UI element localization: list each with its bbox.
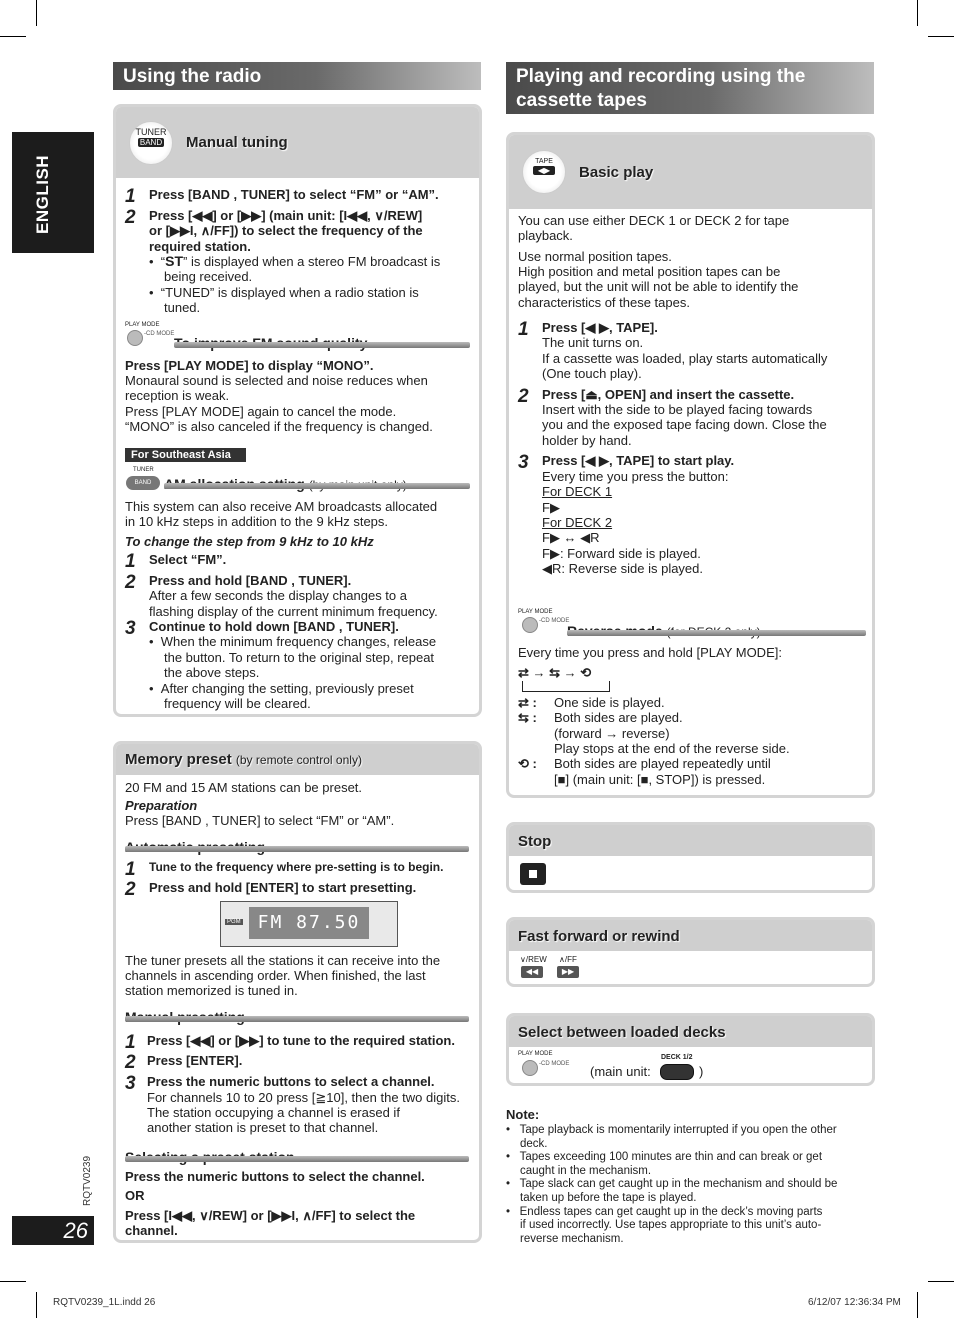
step-text: holder by hand. (542, 433, 632, 448)
step-number: 3 (125, 1073, 136, 1094)
box-header (509, 920, 872, 951)
basic-text: played, but the unit will not be able to identify the (518, 279, 799, 294)
bullet-text: the button. To return to the original step, repeat (164, 650, 435, 665)
crop-mark (36, 0, 37, 26)
step-text: Every time you press the button: (542, 469, 729, 484)
mode-text: One side is played. (554, 695, 665, 710)
language-tab (12, 132, 94, 253)
step-text: Press [◀ ▶, TAPE]. (542, 320, 658, 335)
display-panel (220, 901, 398, 947)
select-text: Press the numeric buttons to select the channel. (125, 1169, 425, 1184)
memory-preset-box (113, 741, 482, 1243)
manual-tuning-title: Manual tuning (186, 134, 288, 151)
ffrew-box (506, 917, 875, 987)
memory-text: The tuner presets all the stations it can receive into the (125, 953, 441, 968)
basic-play-box (506, 132, 875, 798)
deck2-value: F▶ ↔ ◀R (542, 530, 600, 545)
step-number: 1 (125, 551, 136, 572)
basic-text: characteristics of these tapes. (518, 295, 690, 310)
bullet-text: tuned. (164, 300, 201, 315)
bullet-text: frequency will be cleared. (164, 696, 311, 711)
language-label: ENGLISH (33, 154, 52, 234)
crop-mark (917, 1292, 918, 1318)
heading-line: Playing and recording using the (516, 66, 806, 87)
play-mode-icon (127, 330, 143, 346)
title-underline (164, 483, 470, 489)
step-text: The unit turns on. (542, 335, 644, 350)
fm-quality-text: reception is weak. (125, 388, 230, 403)
direction-text: ◀R: Reverse side is played. (542, 561, 704, 576)
title-underline (125, 1156, 469, 1162)
am-text: This system can also receive AM broadcasts allocated (125, 499, 438, 514)
basic-play-title: Basic play (579, 164, 654, 181)
mode-text: (forward → reverse) (554, 726, 670, 741)
step-text: After a few seconds the display changes to a (149, 588, 407, 603)
direction-text: F▶: Forward side is played. (542, 546, 701, 561)
tape-icon (522, 150, 566, 194)
deck1-value: F▶ (542, 500, 560, 515)
step-number: 2 (125, 1052, 136, 1073)
ff-label: ∧/FF (559, 955, 577, 964)
fm-quality-text: “MONO” is also canceled if the frequency is changed. (125, 419, 433, 434)
am-subheading: To change the step from 9 kHz to 10 kHz (125, 534, 374, 549)
play-mode-icon-label: PLAY MODE (518, 609, 553, 615)
note-item: • Tapes exceeding 100 minutes are thin and can break or get (506, 1151, 823, 1164)
main-unit-text: (main unit: (590, 1064, 651, 1079)
deck1-label: For DECK 1 (542, 484, 613, 499)
step-number: 1 (518, 319, 529, 340)
step-text: (One touch play). (542, 366, 642, 381)
stereo-indicator: ST (165, 253, 184, 269)
step-text: Press the numeric buttons to select a channel. (147, 1074, 435, 1089)
play-mode-icon-label: PLAY MODE (518, 1051, 553, 1057)
bullet-text: • “ST” is displayed when a stereo FM broadcast is (149, 253, 441, 269)
note-item: • Tape slack can get caught up in the mechanism and should be (506, 1178, 838, 1191)
step-text: If a cassette was loaded, play starts automatically (542, 351, 828, 366)
rewind-icon: ◀◀ (521, 966, 543, 978)
step-text: Press [◀◀] or [▶▶] to tune to the required station. (147, 1033, 455, 1048)
step-text: Press [◀ ▶, TAPE] to start play. (542, 453, 735, 468)
main-unit-text: ) (699, 1064, 704, 1079)
box-header (116, 107, 479, 178)
region-tag: For Southeast Asia (125, 448, 246, 462)
mode-text: [■] (main unit: [■, STOP]) is pressed. (554, 772, 766, 787)
crop-mark (36, 1292, 37, 1318)
pgm-indicator: PGM (227, 919, 241, 925)
stop-title: Stop (518, 833, 552, 850)
step-text: Press and hold [ENTER] to start presetting. (149, 880, 417, 895)
stop-box (506, 822, 875, 893)
select-decks-box (506, 1013, 875, 1086)
note-item: deck. (520, 1137, 548, 1150)
select-or: OR (125, 1188, 145, 1203)
memory-text: 20 FM and 15 AM stations can be preset. (125, 780, 363, 795)
icon-label: TUNER (135, 127, 167, 137)
box-header (509, 135, 872, 209)
basic-text: playback. (518, 228, 573, 243)
reverse-text: Every time you press and hold [PLAY MODE]: (518, 645, 782, 660)
deck2-label: For DECK 2 (542, 515, 613, 530)
step-text: or [▶▶I, ∧/FF]) to select the frequency of the (149, 223, 423, 238)
fm-quality-text: Monaural sound is selected and noise reduces when (125, 373, 428, 388)
tape-button-glyph: ◀▶ (533, 166, 555, 175)
select-text: Press [I◀◀, ∨/REW] or [▶▶I, ∧/FF] to select the (125, 1208, 416, 1223)
crop-mark (917, 0, 918, 26)
bullet-text: • “TUNED” is displayed when a radio station is (149, 285, 419, 300)
step-text: flashing display of the current minimum frequency. (149, 604, 438, 619)
note-item: taken up before the tape is played. (520, 1191, 697, 1204)
box-header (116, 744, 479, 775)
mode-text: Play stops at the end of the reverse side. (554, 741, 790, 756)
crop-mark (928, 36, 954, 37)
play-mode-icon-label: PLAY MODE (125, 322, 160, 328)
note-item: if used incorrectly. Use tapes appropriate to this unit’s auto- (520, 1219, 822, 1232)
heading-line: cassette tapes (516, 90, 647, 111)
select-decks-title: Select between loaded decks (518, 1024, 726, 1041)
ffrew-title: Fast forward or rewind (518, 928, 680, 945)
box-header (509, 1016, 872, 1047)
step-text: Press [BAND , TUNER] to select “FM” or “AM”. (149, 187, 439, 202)
doc-code: RQTV0239 (82, 1155, 93, 1206)
note-item: reverse mechanism. (520, 1232, 624, 1245)
cd-mode-label: -CD MODE (539, 618, 570, 624)
mode-sequence: ⇄ → ⇆ → ⟲ (518, 665, 592, 680)
cd-mode-label: -CD MODE (539, 1061, 570, 1067)
step-text: Tune to the frequency where pre-setting is to begin. (149, 860, 444, 874)
stop-icon (520, 863, 546, 885)
icon-label: BAND (139, 138, 163, 147)
section-heading-cassette (506, 62, 874, 114)
play-mode-icon (522, 1060, 538, 1076)
band-button-icon: BAND (126, 476, 160, 490)
step-text: required station. (149, 239, 251, 254)
display-readout: FM 87.50 (249, 907, 369, 939)
box-header (509, 825, 872, 856)
basic-text: You can use either DECK 1 or DECK 2 for tape (518, 213, 790, 228)
step-number: 3 (125, 618, 136, 639)
both-sides-icon: ⇆ : (518, 710, 537, 725)
footer-left: RQTV0239_1L.indd 26 (53, 1297, 156, 1308)
rew-label: ∨/REW (520, 955, 547, 964)
preparation-heading: Preparation (125, 798, 198, 813)
title-underline (174, 342, 470, 348)
tuner-band-icon (129, 121, 173, 165)
step-number: 2 (518, 386, 529, 407)
stop-glyph (529, 870, 537, 878)
deck-button-icon (660, 1064, 694, 1080)
step-text: Continue to hold down [BAND , TUNER]. (149, 619, 399, 634)
step-number: 2 (125, 572, 136, 593)
step-number: 3 (518, 452, 529, 473)
step-number: 2 (125, 207, 136, 228)
cycle-arrow (522, 681, 610, 692)
play-mode-icon (522, 617, 538, 633)
note-section (506, 1107, 874, 1246)
step-text: Insert with the side to be played facing towards (542, 402, 813, 417)
bullet-text: being received. (164, 269, 253, 284)
bullet-text: • When the minimum frequency changes, release (149, 634, 437, 649)
crop-mark (928, 1281, 954, 1282)
step-number: 1 (125, 1032, 136, 1053)
manual-tuning-box (113, 104, 482, 717)
fm-quality-text: Press [PLAY MODE] again to cancel the mode. (125, 404, 397, 419)
step-text: you and the exposed tape facing down. Close the (542, 417, 827, 432)
step-number: 2 (125, 879, 136, 900)
crop-mark (0, 36, 26, 37)
step-text: For channels 10 to 20 press [≧10], then the two digits. (147, 1090, 460, 1105)
page-number: 26 (12, 1216, 94, 1245)
step-number: 1 (125, 186, 136, 207)
section-heading-radio: Using the radio (113, 62, 481, 90)
note-item: • Tape playback is momentarily interrupted if you open the other (506, 1124, 837, 1136)
cd-mode-label: -CD MODE (144, 331, 175, 337)
deck-button-label: DECK 1/2 (661, 1054, 693, 1061)
tuner-icon-label: TUNER (133, 467, 154, 473)
step-text: Select “FM”. (149, 552, 227, 567)
note-item: caught in the mechanism. (520, 1164, 652, 1177)
note-item: • Endless tapes can get caught up in the deck’s moving parts (506, 1205, 823, 1218)
mode-text: Both sides are played. (554, 710, 683, 725)
basic-text: Use normal position tapes. (518, 249, 672, 264)
step-number: 1 (125, 859, 136, 880)
bullet-text: • After changing the setting, previously preset (149, 681, 414, 696)
repeat-icon: ⟲ : (518, 756, 537, 771)
step-text: Press and hold [BAND , TUNER]. (149, 573, 352, 588)
step-text: another station is preset to that channel. (147, 1120, 379, 1135)
memory-text: Press [BAND , TUNER] to select “FM” or “AM”. (125, 813, 395, 828)
note-title: Note: (506, 1107, 540, 1122)
am-text: in 10 kHz steps in addition to the 9 kHz steps. (125, 514, 389, 529)
title-underline (125, 846, 469, 852)
fast-forward-icon: ▶▶ (557, 966, 579, 978)
step-text: The station occupying a channel is erased if (147, 1105, 400, 1120)
bullet-text: the above steps. (164, 665, 260, 680)
step-text: Press [ENTER]. (147, 1053, 243, 1068)
memory-text: channels in ascending order. When finished, the last (125, 968, 426, 983)
step-text: Press [⏏, OPEN] and insert the cassette. (542, 387, 795, 402)
title-underline (125, 1016, 469, 1022)
memory-preset-title: Memory preset (by remote control only) (125, 751, 362, 768)
fm-quality-text: Press [PLAY MODE] to display “MONO”. (125, 358, 374, 373)
crop-mark (0, 1281, 26, 1282)
memory-text: station memorized is tuned in. (125, 983, 298, 998)
step-text: Press [◀◀] or [▶▶] (main unit: [I◀◀, ∨/REW] (149, 208, 423, 223)
one-side-icon: ⇄ : (518, 695, 537, 710)
mode-text: Both sides are played repeatedly until (554, 756, 771, 771)
basic-text: High position and metal position tapes can be (518, 264, 781, 279)
icon-label: TAPE (535, 158, 553, 165)
select-text: channel. (125, 1223, 178, 1238)
title-underline (567, 630, 866, 636)
footer-right: 6/12/07 12:36:34 PM (808, 1297, 901, 1308)
